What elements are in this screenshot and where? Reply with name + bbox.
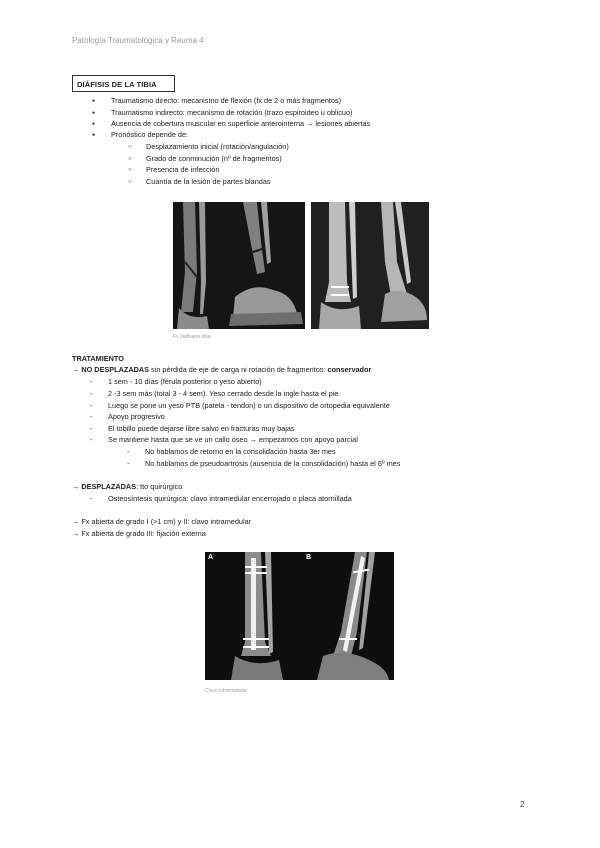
arrow-icon: → <box>72 365 80 374</box>
treatment-sub-step: - No hablamos de retorno en la consolidación hasta 3er mes <box>145 447 336 457</box>
arrow-icon: → <box>72 529 80 538</box>
mechanism-item: ● Traumatismo directo: mecanismo de flexión (fx de 2 o más fragmentos) <box>111 96 341 106</box>
non-displaced-label: NO DESPLAZADAS <box>81 365 150 374</box>
non-displaced-result: conservador <box>327 365 372 374</box>
treatment-step: - 1 sem - 10 días (férula posterior o yeso abierto) <box>108 377 262 387</box>
xray-tibia-fracture-left <box>173 202 305 329</box>
section-title: DIÁFISIS DE LA TIBIA <box>72 75 175 92</box>
open-fx-line <box>72 529 206 539</box>
prognosis-factor: ○ Grado de conminución (nº de fragmentos) <box>146 154 282 164</box>
arrow-icon: → <box>72 517 80 526</box>
open-fx-text: Fx abierta de grado I (>1 cm) y II: clavo intramedular <box>81 517 252 526</box>
treatment-sub-step: - No hablamos de pseudoartrosis (ausencia de la consolidación) hasta el 6º mes <box>145 459 400 469</box>
figure2-label-a: A <box>208 554 214 561</box>
prognosis-factor: ○ Desplazamiento inicial (rotación/angulación) <box>146 142 289 152</box>
treatment-step: - Apoyo progresivo <box>108 412 165 422</box>
prognosis-factor: ○ Presencia de infección <box>146 165 219 175</box>
displaced-line <box>72 482 182 492</box>
arrow-icon: → <box>72 482 80 491</box>
open-fx-line <box>72 517 251 527</box>
mechanism-item: ● Ausencia de cobertura muscular en superficie anterointerna → lesiones abiertas <box>111 119 370 129</box>
xray-tibia-fracture-right <box>311 202 429 329</box>
treatment-step: - Luego se pone un yeso PTB (patela - tendon) o un dispositivo de ortopedia equivalente <box>108 401 390 411</box>
xray-intramedullary-nail <box>205 552 394 680</box>
xray-drawing <box>173 202 305 329</box>
treatment-step: - Se mantiene hasta que se ve un callo óseo → empezamos con apoyo parcial <box>108 435 358 445</box>
figure2-caption: Clavo intramedular <box>205 688 247 694</box>
open-fx-text: Fx abierta de grado III: fijación externa <box>81 529 206 538</box>
xray-drawing <box>205 552 394 680</box>
mechanism-item: ● Pronóstico depende de: <box>111 130 188 140</box>
treatment-step: - El tobillo puede dejarse libre salvo en fracturas muy bajas <box>108 424 295 434</box>
page-number: 2 <box>520 800 525 809</box>
mechanism-item: ● Traumatismo indirecto: mecanismo de rotación (trazo espiroideo u oblicuo) <box>111 108 352 118</box>
displaced-label: DESPLAZADAS <box>81 482 137 491</box>
figure2-label-b: B <box>306 554 312 561</box>
figure1-caption: Fx diafisaria tibia <box>173 334 211 340</box>
displaced-step: - Osteosíntesis quirúrgica: clavo intramedular encerrojado o placa atornillada <box>108 494 352 504</box>
treatment-heading: TRATAMIENTO <box>72 354 124 363</box>
non-displaced-line <box>72 365 371 375</box>
page-header: Patología Traumatológica y Reuma 4 <box>72 36 204 45</box>
prognosis-factor: ○ Cuantía de la lesión de partes blandas <box>146 177 271 187</box>
treatment-step: - 2 -3 sem más (total 3 - 4 sem). Yeso cerrado desde la ingle hasta el pie <box>108 389 338 399</box>
xray-drawing <box>311 202 429 329</box>
displaced-text: : tto quirúrgico <box>136 482 183 491</box>
non-displaced-text: sin pérdida de eje de carga ni rotación de fragmentos: <box>149 365 328 374</box>
